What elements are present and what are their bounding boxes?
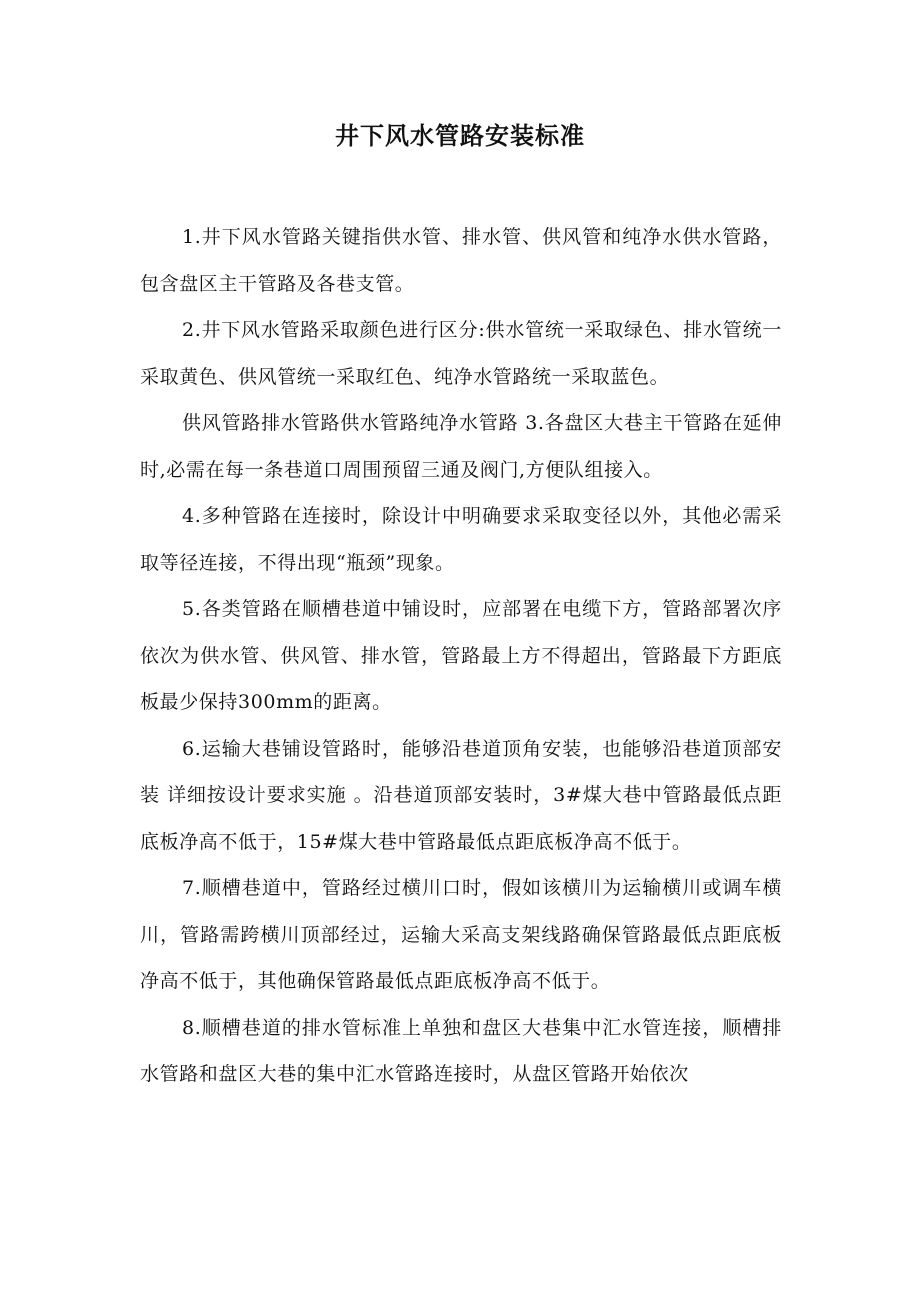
paragraph-2: 2.井下风水管路采取颜色进行区分:供水管统一采取绿色、排水管统一采取黄色、供风管统一采取红色、纯净水管路统一采取蓝色。 [140,319,782,388]
paragraph-7: 7.顺槽巷道中，管路经过横川口时，假如该横川为运输横川或调车横川，管路需跨横川顶部经过，运输大采高支架线路确保管路最低点距底板净高不低于，其他确保管路最低点距底板净高不低于。 [140,877,782,992]
paragraph-3: 供风管路排水管路供水管路纯净水管路 3.各盘区大巷主干管路在延伸时,必需在每一条巷道口周围预留三通及阀门,方便队组接入。 [140,412,782,481]
paragraph-1: 1.井下风水管路关键指供水管、排水管、供风管和纯净水供水管路，包含盘区主干管路及各巷支管。 [140,226,782,295]
document-title: 井下风水管路安装标准 [335,121,585,150]
paragraph-8: 8.顺槽巷道的排水管标准上单独和盘区大巷集中汇水管连接，顺槽排水管路和盘区大巷的集中汇水管路连接时，从盘区管路开始依次 [140,1016,782,1085]
paragraph-6: 6.运输大巷铺设管路时，能够沿巷道顶角安装，也能够沿巷道顶部安装 详细按设计要求实施 。沿巷道顶部安装时，3#煤大巷中管路最低点距底板净高不低于，15#煤大巷中管路最低点距底板净高不低于。 [140,737,782,853]
paragraph-4: 4.多种管路在连接时，除设计中明确要求采取变径以外，其他必需采取等径连接，不得出现“瓶颈”现象。 [140,505,782,574]
paragraph-5: 5.各类管路在顺槽巷道中铺设时，应部署在电缆下方，管路部署次序依次为供水管、供风管、排水管，管路最上方不得超出，管路最下方距底板最少保持300mm的距离。 [140,598,782,713]
document-body [140,214,782,1098]
